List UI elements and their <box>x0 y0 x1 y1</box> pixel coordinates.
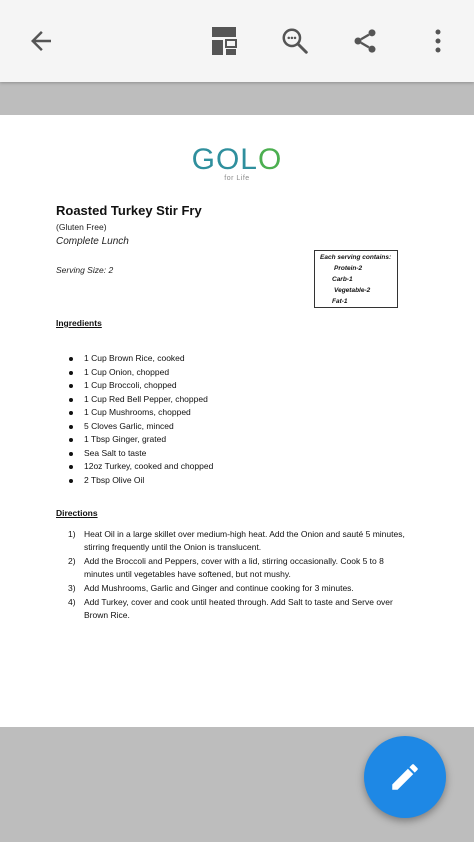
list-item: 12oz Turkey, cooked and chopped <box>68 460 213 474</box>
step-text: Heat Oil in a large skillet over medium-high heat. Add the Onion and sauté 5 minutes, stirring frequently until the Onion is translucent. <box>84 529 405 552</box>
directions-heading: Directions <box>56 508 98 518</box>
search-button[interactable] <box>271 17 319 65</box>
step-number: 2) <box>68 556 76 566</box>
golo-logo <box>0 143 474 182</box>
step-number: 3) <box>68 583 76 593</box>
app-toolbar <box>0 0 474 82</box>
share-button[interactable] <box>341 17 389 65</box>
step-text: Add Turkey, cover and cook until heated through. Add Salt to taste and Serve over Brown Rice. <box>84 597 393 620</box>
direction-step <box>68 596 408 622</box>
list-item: 1 Cup Brown Rice, cooked <box>68 352 213 366</box>
document-page <box>0 115 474 727</box>
nutrition-row: Carb-1 <box>332 276 353 283</box>
direction-step <box>68 555 408 581</box>
nutrition-row: Protein-2 <box>334 265 363 272</box>
logo-tagline: for Life <box>224 175 250 182</box>
list-item: 5 Cloves Garlic, minced <box>68 420 213 434</box>
direction-step <box>68 528 408 554</box>
nutrition-box <box>314 250 398 308</box>
meal-type: Complete Lunch <box>56 236 129 247</box>
directions-list <box>68 528 408 622</box>
list-item: 1 Cup Broccoli, chopped <box>68 379 213 393</box>
list-item: 1 Cup Mushrooms, chopped <box>68 406 213 420</box>
nutrition-heading: Each serving contains: <box>320 254 392 261</box>
recipe-title: Roasted Turkey Stir Fry <box>56 203 202 218</box>
ingredients-heading: Ingredients <box>56 318 102 328</box>
page-layout-icon <box>211 26 237 56</box>
list-item: 1 Cup Onion, chopped <box>68 366 213 380</box>
list-item: 2 Tbsp Olive Oil <box>68 474 213 488</box>
step-text: Add the Broccoli and Peppers, cover with a lid, stirring occasionally. Cook 5 to 8 minutes until vegetables have softened, but not mushy. <box>84 556 384 579</box>
ingredients-list <box>68 352 213 487</box>
share-icon <box>351 27 379 55</box>
step-number: 4) <box>68 597 76 607</box>
more-vert-icon <box>426 26 450 56</box>
list-item: 1 Cup Red Bell Pepper, chopped <box>68 393 213 407</box>
search-icon <box>280 26 310 56</box>
back-button[interactable] <box>17 17 65 65</box>
list-item: Sea Salt to taste <box>68 447 213 461</box>
list-item: 1 Tbsp Ginger, grated <box>68 433 213 447</box>
edit-fab-button[interactable] <box>364 736 446 818</box>
direction-step <box>68 582 408 595</box>
step-text: Add Mushrooms, Garlic and Ginger and continue cooking for 3 minutes. <box>84 583 354 593</box>
edit-pencil-icon <box>388 760 422 794</box>
step-number: 1) <box>68 529 76 539</box>
page-layout-button[interactable] <box>200 17 248 65</box>
serving-size: Serving Size: 2 <box>56 265 114 275</box>
recipe-subtitle: (Gluten Free) <box>56 222 107 232</box>
logo-word: GOLO <box>191 143 283 176</box>
arrow-left-icon <box>26 26 56 56</box>
nutrition-row: Fat-1 <box>332 298 348 305</box>
nutrition-row: Vegetable-2 <box>334 287 371 294</box>
more-options-button[interactable] <box>414 17 462 65</box>
